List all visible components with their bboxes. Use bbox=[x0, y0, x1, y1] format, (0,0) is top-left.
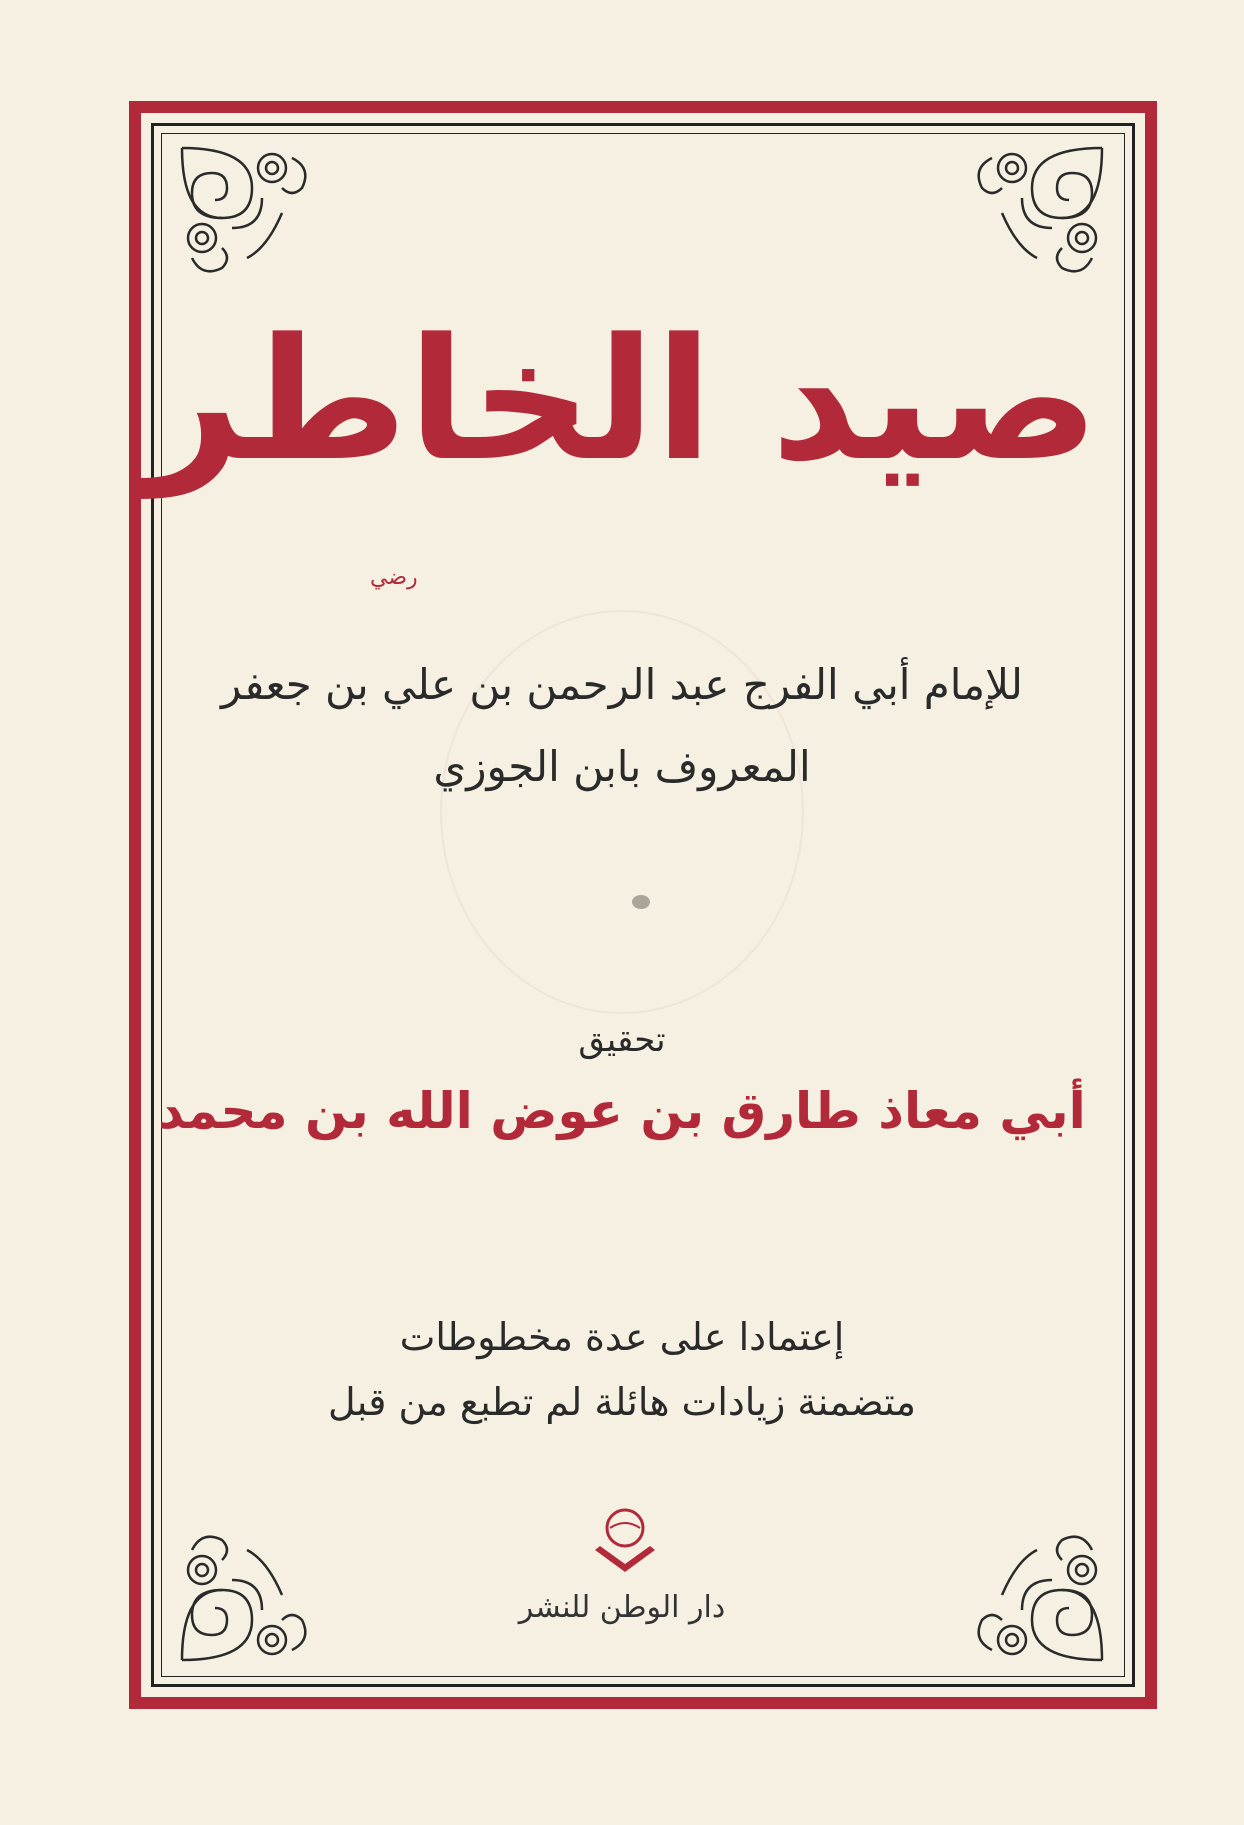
edition-note-2: متضمنة زيادات هائلة لم تطبع من قبل bbox=[328, 1380, 916, 1424]
editor-name: أبي معاذ طارق بن عوض الله بن محمد bbox=[158, 1082, 1086, 1140]
author-line-1: للإمام أبي الفرج عبد الرحمن بن علي بن جعفر bbox=[221, 660, 1023, 709]
title-honorific: رضي bbox=[370, 565, 418, 590]
publisher-logo-icon bbox=[590, 1500, 660, 1580]
edition-note-1: إعتمادا على عدة مخطوطات bbox=[399, 1315, 845, 1359]
tahqiq-label: تحقيق bbox=[578, 1020, 666, 1060]
paper-stain bbox=[632, 895, 650, 909]
author-line-2: المعروف بابن الجوزي bbox=[433, 742, 811, 791]
corner-ornament-icon bbox=[172, 138, 332, 298]
corner-ornament-icon bbox=[952, 138, 1112, 298]
publisher-name: دار الوطن للنشر bbox=[518, 1590, 726, 1625]
book-title: صيد الخاطر bbox=[144, 302, 1100, 498]
